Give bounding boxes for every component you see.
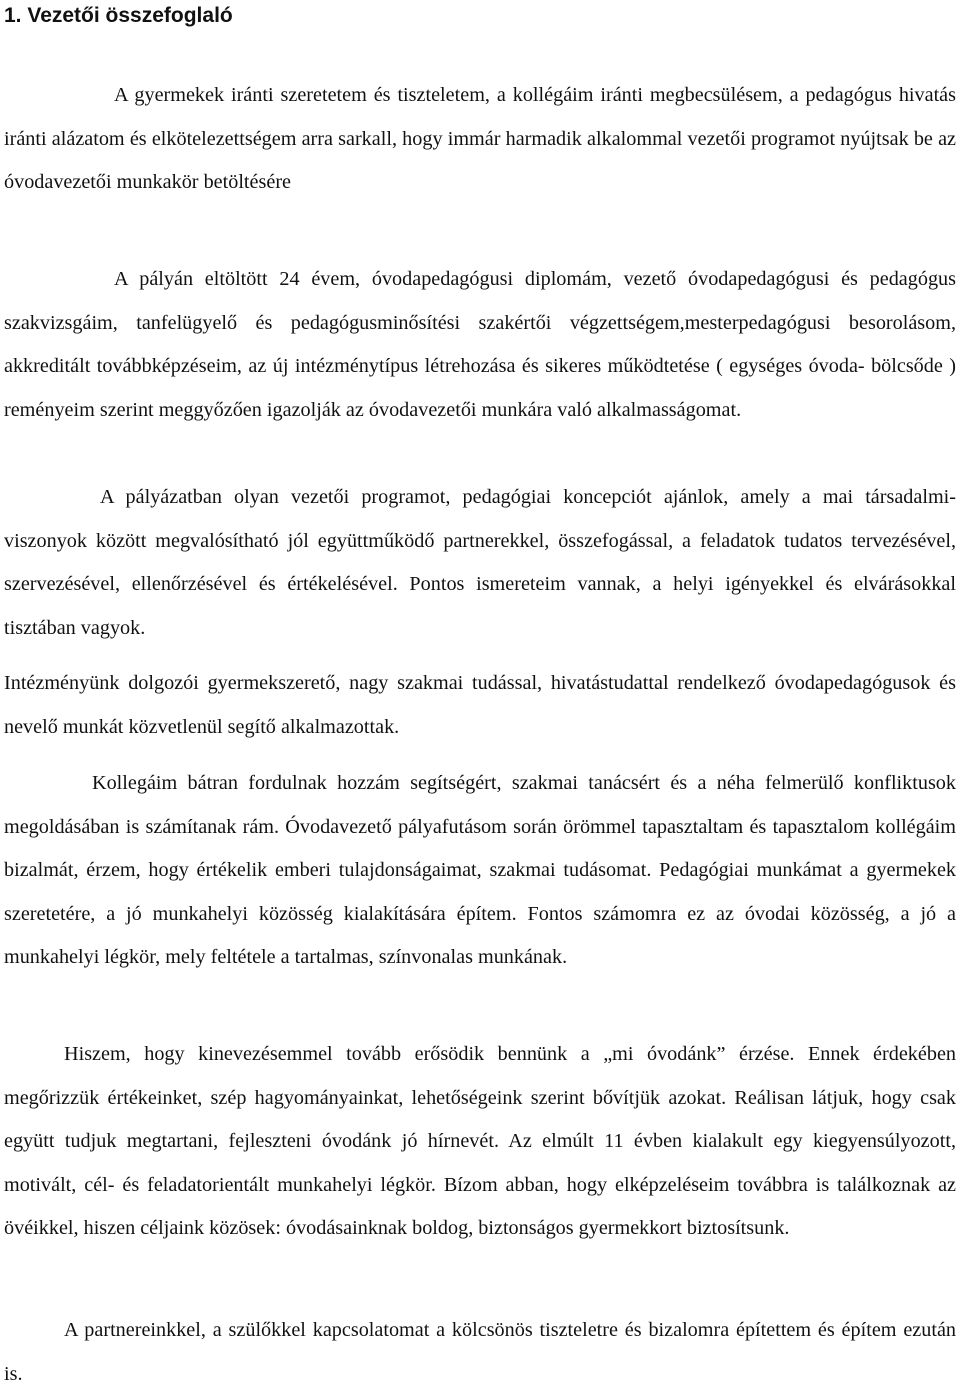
paragraph-partners: A partnereinkkel, a szülőkkel kapcsolatomat a kölcsönös tiszteletre és bizalomra építettem és építem ezután is. <box>4 1319 956 1385</box>
paragraph-program: A pályázatban olyan vezetői programot, pedagógiai koncepciót ajánlok, amely a mai társadalmi-viszonyok között megvalósítható jól együttműködő partnerekkel, összefogással, a feladatok tudatos tervezésével, szervezésével, ellenőrzésével és értékelésével. Pontos ismereteim vannak, a helyi igényekkel és elvárásokkal tisztában vagyok. <box>4 486 956 639</box>
section-heading: 1. Vezetői összefoglaló <box>4 4 233 27</box>
paragraph-intro: A gyermekek iránti szeretetem és tiszteletem, a kollégáim iránti megbecsülésem, a pedagógus hivatás iránti alázatom és elkötelezettségem arra sarkall, hogy immár harmadik alkalommal vezetői programot nyújtsak be az óvodavezetői munkakör betöltésére <box>4 84 956 194</box>
paragraph-vision: Hiszem, hogy kinevezésemmel tovább erősödik bennünk a „mi óvodánk” érzése. Ennek érdekében megőrizzük értékeinket, szép hagyományainkat, lehetőségeink szerint bővítjük azokat. Reálisan látjuk, hogy csak együtt tudjuk megtartani, fejleszteni óvodánk jó hírnevét. Az elmúlt 11 évben kialakult egy kiegyensúlyozott, motivált, cél- és feladatorientált munkahelyi légkör. Bízom abban, hogy elképzeléseim továbbra is találkoznak az övéikkel, hiszen céljaink közösek: óvodásainknak boldog, biztonságos gyermekkort biztosítsunk. <box>4 1043 956 1240</box>
paragraph-staff: Intézményünk dolgozói gyermekszerető, nagy szakmai tudással, hivatástudattal rendelkező óvodapedagógusok és nevelő munkát közvetlenül segítő alkalmazottak. <box>4 672 956 738</box>
paragraph-qualifications: A pályán eltöltött 24 évem, óvodapedagógusi diplomám, vezető óvodapedagógusi és pedagógus szakvizsgáim, tanfelügyelő és pedagógusminősítési szakértői végzettségem,mesterpedagógusi besorolásom, akkreditált továbbképzéseim, az új intézménytípus létrehozása és sikeres működtetése ( egységes óvoda- bölcsőde ) reményeim szerint meggyőzően igazolják az óvodavezetői munkára való alkalmasságomat. <box>4 268 956 421</box>
paragraph-colleagues: Kollegáim bátran fordulnak hozzám segítségért, szakmai tanácsért és a néha felmerülő konfliktusok megoldásában is számítanak rám. Óvodavezető pályafutásom során örömmel tapasztaltam és tapasztalom kollégáim bizalmát, érzem, hogy értékelik emberi tulajdonságaimat, szakmai tudásomat. Pedagógiai munkámat a gyermekek szeretetére, a jó munkahelyi közösség kialakítására építem. Fontos számomra ez az óvodai közösség, a jó a munkahelyi légkör, mely feltétele a tartalmas, színvonalas munkának. <box>4 772 956 969</box>
